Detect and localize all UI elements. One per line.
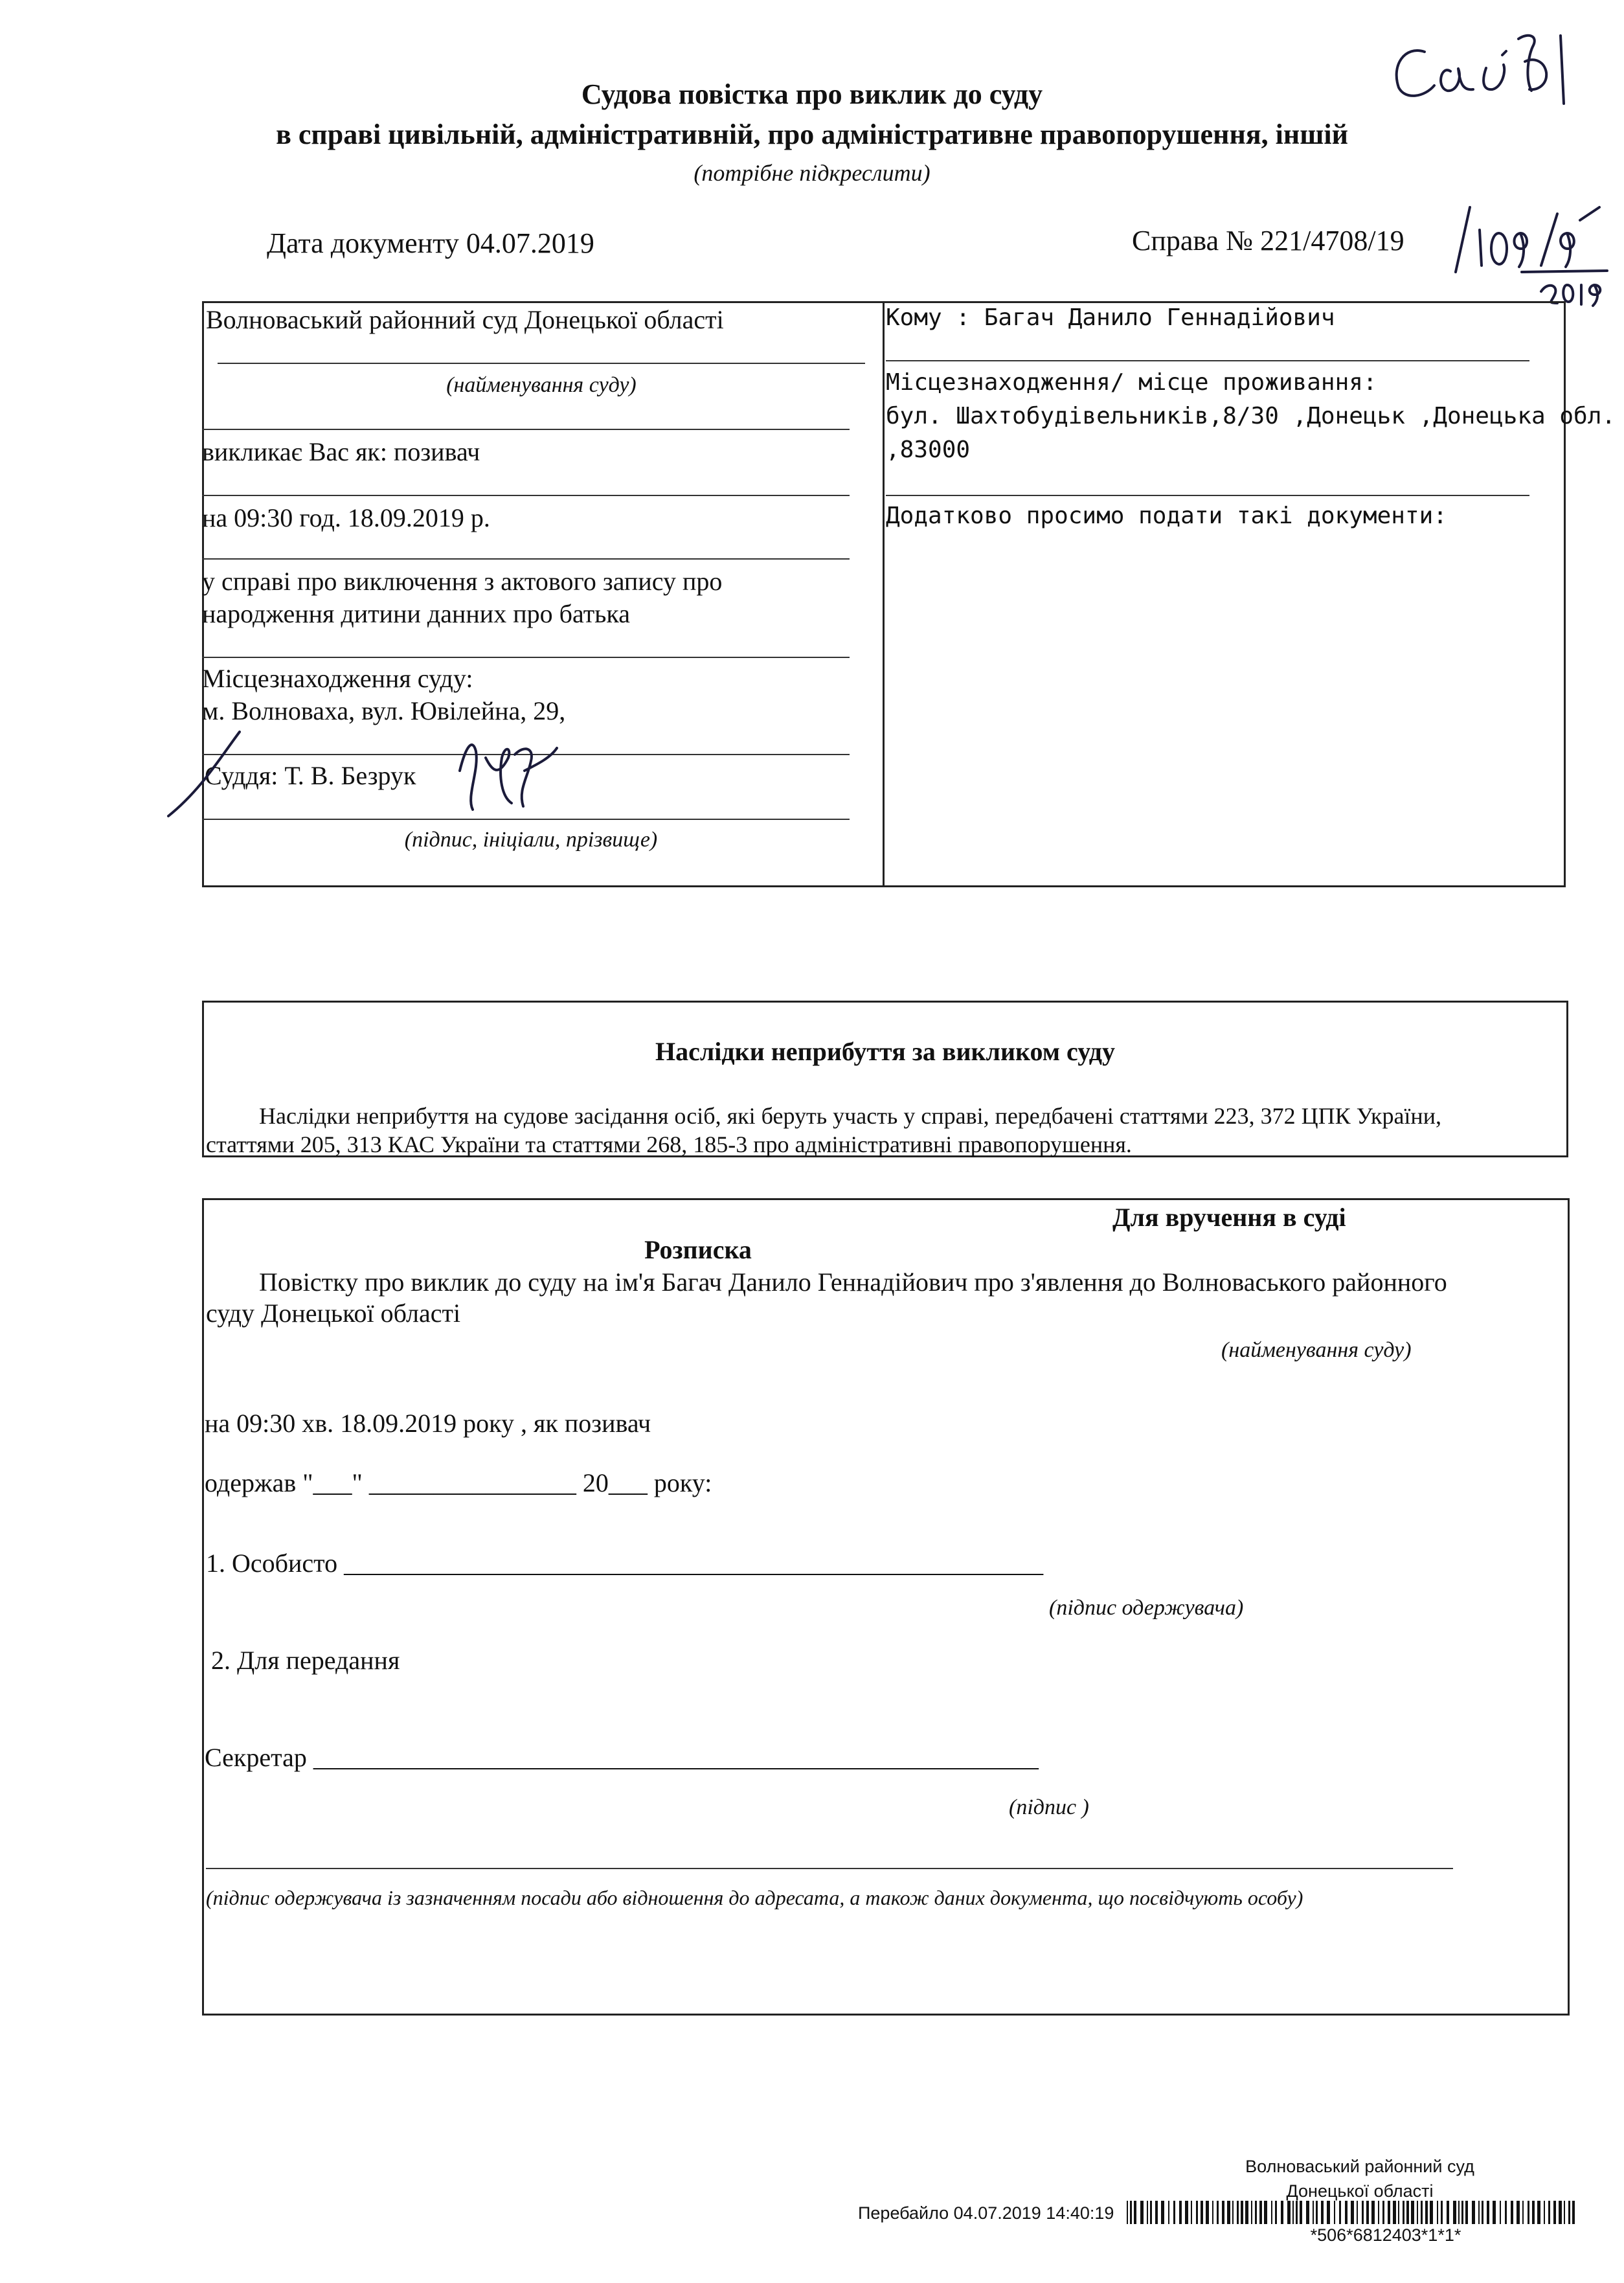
judge-signature	[162, 719, 563, 823]
handwritten-note-site	[1379, 26, 1593, 110]
documents-request-label: Додатково просимо подати такі документи:	[886, 503, 1447, 529]
recipient-underline	[886, 360, 1529, 361]
title-line-2: в справі цивільній, адміністративній, про адміністративне правопорушення, іншій	[276, 119, 1348, 150]
court-name-caption: (найменування суду)	[446, 373, 637, 397]
receipt-text-line-2: суду Донецької області	[206, 1299, 461, 1328]
residence-label: Місцезнаходження/ місце проживання:	[886, 369, 1377, 396]
case-subject-line-2: народження дитини данних про батька	[202, 599, 630, 628]
title-note: (потрібне підкреслити)	[694, 160, 930, 186]
footer-court-line-1: Волноваський районний суд	[1245, 2157, 1474, 2176]
barcode-icon	[1127, 2201, 1580, 2227]
receipt-court-caption: (найменування суду)	[1221, 1338, 1412, 1362]
residence-line-2: ,83000	[886, 437, 971, 463]
court-name: Волноваський районний суд Донецької області	[206, 305, 724, 334]
residence-underline	[886, 495, 1529, 496]
secretary-signature-caption: (підпис )	[1009, 1795, 1089, 1819]
court-location-value: м. Волноваха, вул. Ювілейна, 29,	[202, 696, 566, 725]
receipt-text-line-1: Повістку про виклик до суду на ім'я Багач Данило Геннадійович про з'явлення до Волноваського районного	[259, 1267, 1447, 1297]
footer-court-line-2: Донецької області	[1286, 2181, 1434, 2201]
bottom-signature-line	[206, 1868, 1453, 1869]
court-location-label: Місцезнаходження суду:	[202, 664, 473, 693]
bottom-signature-caption: (підпис одержувача із зазначенням посади або відношення до адресата, а також даних документа, що посвідчують особу)	[206, 1886, 1303, 1909]
recipient: Кому : Багач Данило Геннадійович	[886, 304, 1335, 331]
case-subject-line-1: у справі про виключення з актового запису про	[202, 567, 723, 596]
secretary-signature-field: Секретар ________________________________________________________	[205, 1743, 1039, 1772]
judge-name: Суддя: Т. В. Безрук	[205, 761, 416, 790]
barcode-text: *506*6812403*1*1*	[1310, 2225, 1461, 2245]
consequences-title: Наслідки неприбуття за викликом суду	[655, 1037, 1115, 1066]
handwritten-date-note	[1444, 194, 1619, 311]
consequences-text-line-1: Наслідки неприбуття на судове засідання осіб, які беруть участь у справі, передбачені статтями 223, 372 ЦПК України,	[259, 1103, 1441, 1129]
transfer-label: 2. Для передання	[211, 1646, 400, 1675]
receipt-hearing-time: на 09:30 хв. 18.09.2019 року , як позивач	[205, 1409, 651, 1438]
hearing-time: на 09:30 год. 18.09.2019 р.	[202, 503, 490, 532]
received-date-field: одержав "___" ________________ 20___ року:	[205, 1468, 712, 1497]
document-date: Дата документу 04.07.2019	[267, 227, 594, 259]
column-divider	[883, 301, 885, 887]
consequences-text-line-2: статтями 205, 313 КАС України та статтями 268, 185-3 про адміністративні правопорушення.	[206, 1131, 1132, 1157]
receipt-title: Розписка	[644, 1235, 752, 1264]
judge-underline	[202, 819, 850, 820]
footer-printed-stamp: Перебайло 04.07.2019 14:40:19	[858, 2203, 1114, 2223]
divider-line	[202, 495, 850, 496]
personally-signature-caption: (підпис одержувача)	[1049, 1596, 1244, 1620]
summoned-as: викликає Вас як: позивач	[202, 437, 480, 466]
divider-line	[202, 429, 850, 430]
divider-line	[202, 558, 850, 560]
case-number: Справа № 221/4708/19	[1132, 225, 1404, 256]
judge-caption: (підпис, ініціали, прізвище)	[404, 828, 658, 852]
personally-signature-field: 1. Особисто ______________________________________________________	[206, 1549, 1044, 1578]
for-court-delivery: Для вручення в суді	[1112, 1203, 1346, 1232]
court-name-underline	[218, 363, 865, 364]
residence-line-1: бул. Шахтобудівельників,8/30 ,Донецьк ,Донецька обл.	[886, 403, 1616, 429]
title-line-1: Судова повістка про виклик до суду	[581, 78, 1043, 110]
divider-line	[202, 657, 850, 658]
